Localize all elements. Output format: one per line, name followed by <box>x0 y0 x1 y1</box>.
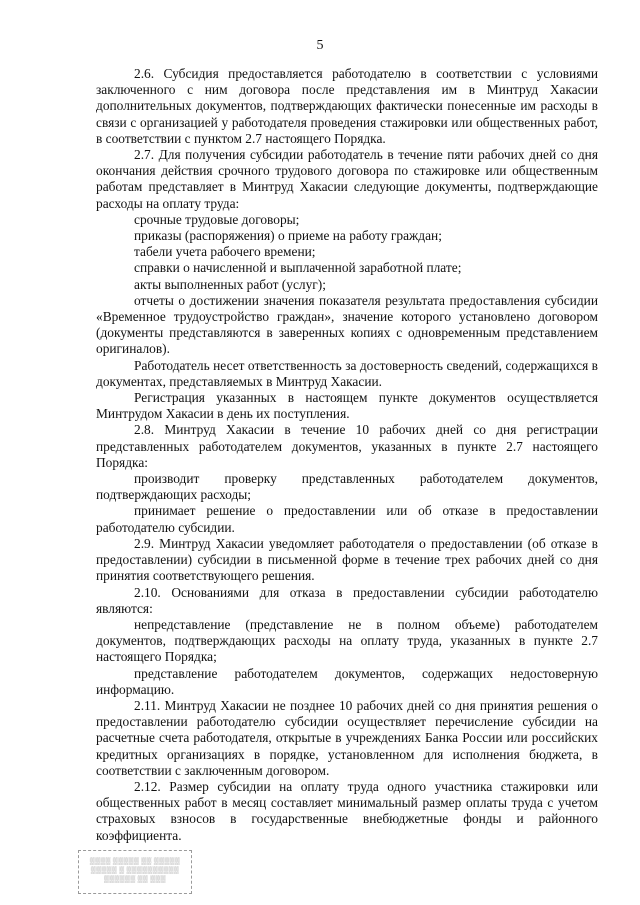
paragraph-responsibility: Работодатель несет ответственность за достоверность сведений, содержащихся в документах, представляемых в Минтруд Хакасии. <box>96 357 598 389</box>
paragraph-2-7: 2.7. Для получения субсидии работодатель в течение пяти рабочих дней со дня окончания действия срочного трудового договора по стажировке или общественным работам представляет в Минтруд Хакасии следующие документы, подтверждающие расходы на оплату труда: <box>96 147 598 211</box>
list-item: приказы (распоряжения) о приеме на работу граждан; <box>134 228 442 244</box>
list-item: справки о начисленной и выплаченной заработной плате; <box>134 260 462 276</box>
paragraph-2-10: 2.10. Основаниями для отказа в предоставлении субсидии работодателю являются: <box>96 584 598 616</box>
paragraph-registration: Регистрация указанных в настоящем пункте документов осуществляется Минтрудом Хакасии в день их поступления. <box>96 390 598 422</box>
list-item: табели учета рабочего времени; <box>134 244 316 260</box>
list-item: непредставление (представление не в полном объеме) работодателем документов, подтверждающих расходы на оплату труда, указанных в пункте 2.7 настоящего Порядка; <box>96 616 598 665</box>
paragraph-2-8: 2.8. Минтруд Хакасии в течение 10 рабочих дней со дня регистрации представленных работодателем документов, указанных в пункте 2.7 настоящего Порядка: <box>96 422 598 470</box>
list-item: производит проверку представленных работодателем документов, подтверждающих расходы; <box>96 471 598 503</box>
list-item: принимает решение о предоставлении или об отказе в предоставлении работодателю субсидии. <box>96 503 598 535</box>
paragraph-2-9: 2.9. Минтруд Хакасии уведомляет работодателя о предоставлении (об отказе в предоставлении) субсидии в письменной форме в течение трех рабочих дней со дня принятия соответствующего решения. <box>96 535 598 584</box>
list-item: отчеты о достижении значения показателя результата предоставления субсидии «Временное трудоустройство граждан», значение которого установлено договором (документы представляются в заверенных копиях с одновременным представлением оригиналов). <box>96 292 598 357</box>
list-item: представление работодателем документов, содержащих недостоверную информацию. <box>96 665 598 697</box>
paragraph-2-6: 2.6. Субсидия предоставляется работодателю в соответствии с условиями заключенного с ним договора после представления им в Минтруд Хакасии дополнительных документов, подтверждающих фактически понесенные им расходы в связи с организацией у работодателя проведения стажировки или общественных работ, в соответствии с пунктом 2.7 настоящего Порядка. <box>96 66 598 146</box>
list-item: акты выполненных работ (услуг); <box>134 276 326 292</box>
paragraph-2-11: 2.11. Минтруд Хакасии не позднее 10 рабочих дней со дня принятия решения о предоставлении работодателю субсидии осуществляет перечисление субсидии на расчетные счета работодателя, открытые в учреждениях Банка России или российских кредитных организациях в порядке, установленном для исполнения бюджета, в соответствии с заключенным договором. <box>96 697 598 778</box>
paragraph-2-12: 2.12. Размер субсидии на оплату труда одного участника стажировки или общественных работ в месяц составляет минимальный размер оплаты труда с учетом страховых взносов в государственные внебюджетные фонды и районного коэффициента. <box>96 778 598 843</box>
page-number: 5 <box>316 38 324 53</box>
document-body <box>96 66 598 844</box>
certification-stamp: ▒▒▒▒ ▒▒▒▒▒ ▒▒ ▒▒▒▒▒ ▒▒▒▒▒ ▒ ▒▒▒▒▒▒▒▒▒▒ ▒▒▒▒▒▒ ▒▒ ▒▒▒ <box>78 850 192 894</box>
list-item: срочные трудовые договоры; <box>134 211 300 227</box>
